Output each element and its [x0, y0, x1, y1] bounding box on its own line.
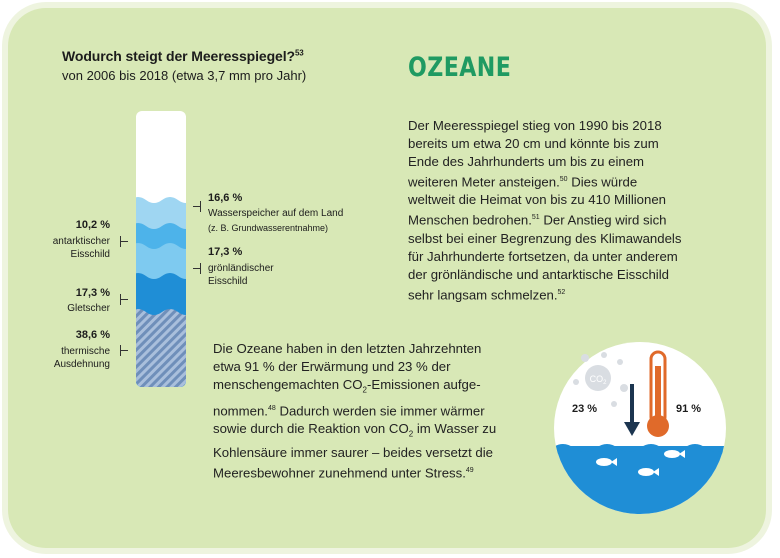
section-heading: OZEANE: [408, 52, 512, 83]
ocean-water: [552, 446, 728, 516]
label-wasserspeicher-line1: Wasserspeicher auf dem Land: [208, 208, 344, 219]
chart-title: Wodurch steigt der Meeresspiegel?$^{53}$: [62, 48, 304, 64]
label-wasserspeicher-line2: (z. B. Grundwasserentnahme): [208, 223, 329, 233]
label-groenland-line1: grönländischer: [208, 263, 274, 274]
thermometer-icon: [647, 352, 669, 437]
label-thermisch-line2: Ausdehnung: [53, 359, 110, 370]
chart-subtitle: von 2006 bis 2018 (etwa 3,7 mm pro Jahr): [62, 68, 307, 83]
label-gletscher: Gletscher: [67, 303, 110, 314]
ocean-absorption-graphic: [552, 340, 728, 516]
co2-bubble-label: $CO_2$: [589, 374, 607, 386]
label-gletscher-value: 17,3 %: [75, 287, 110, 299]
absorbed-co2-percent: 23 %: [572, 403, 598, 415]
label-antarktis-line2: Eisschild: [70, 249, 110, 260]
label-thermisch-value: 38,6 %: [75, 329, 110, 341]
label-groenland-line2: Eisschild: [208, 276, 248, 287]
paragraph-oceans: Die Ozeane haben in den letzten Jahrzehnten etwa 91 % der Erwärmung und 23 % der menschengemachten $CO_2$-Emissionen aufge- nommen.$^{48}$ Dadurch werden sie immer wärmer sowie durch die Reaktion von $CO_2$ im Wasser zu Kohlensäure immer saurer – beides versetzt die Meeresbewohner zunehmend unter Stress.$^{49}$: [213, 341, 497, 481]
sea-level-column: [130, 108, 190, 390]
label-thermisch-line1: thermische: [61, 346, 110, 357]
label-groenland-value: 17,3 %: [208, 246, 243, 258]
paragraph-sea-level: Der Meeresspiegel stieg von 1990 bis 2018 bereits um etwa 20 cm und könnte bis zum Ende des Jahrhunderts um bis zu einem weiteren Meter ansteigen.$^{50}$ Dies würde weltweit die Heimat von bis zu 410 Millionen Menschen bedrohen.$^{51}$ Der Anstieg wird sich selbst bei einer Begrenzung des Klimawandels für Jahrhunderte fortsetzen, da unter anderem der grönländische und antarktische Eisschild sehr langsam schmelzen.$^{52}$: [408, 118, 682, 303]
segment-thermische-ausdehnung: [130, 309, 190, 390]
label-antarktis-line1: antarktischer: [52, 236, 110, 247]
label-antarktis-value: 10,2 %: [75, 219, 110, 231]
absorbed-heat-percent: 91 %: [676, 403, 702, 415]
label-wasserspeicher-value: 16,6 %: [208, 192, 243, 204]
